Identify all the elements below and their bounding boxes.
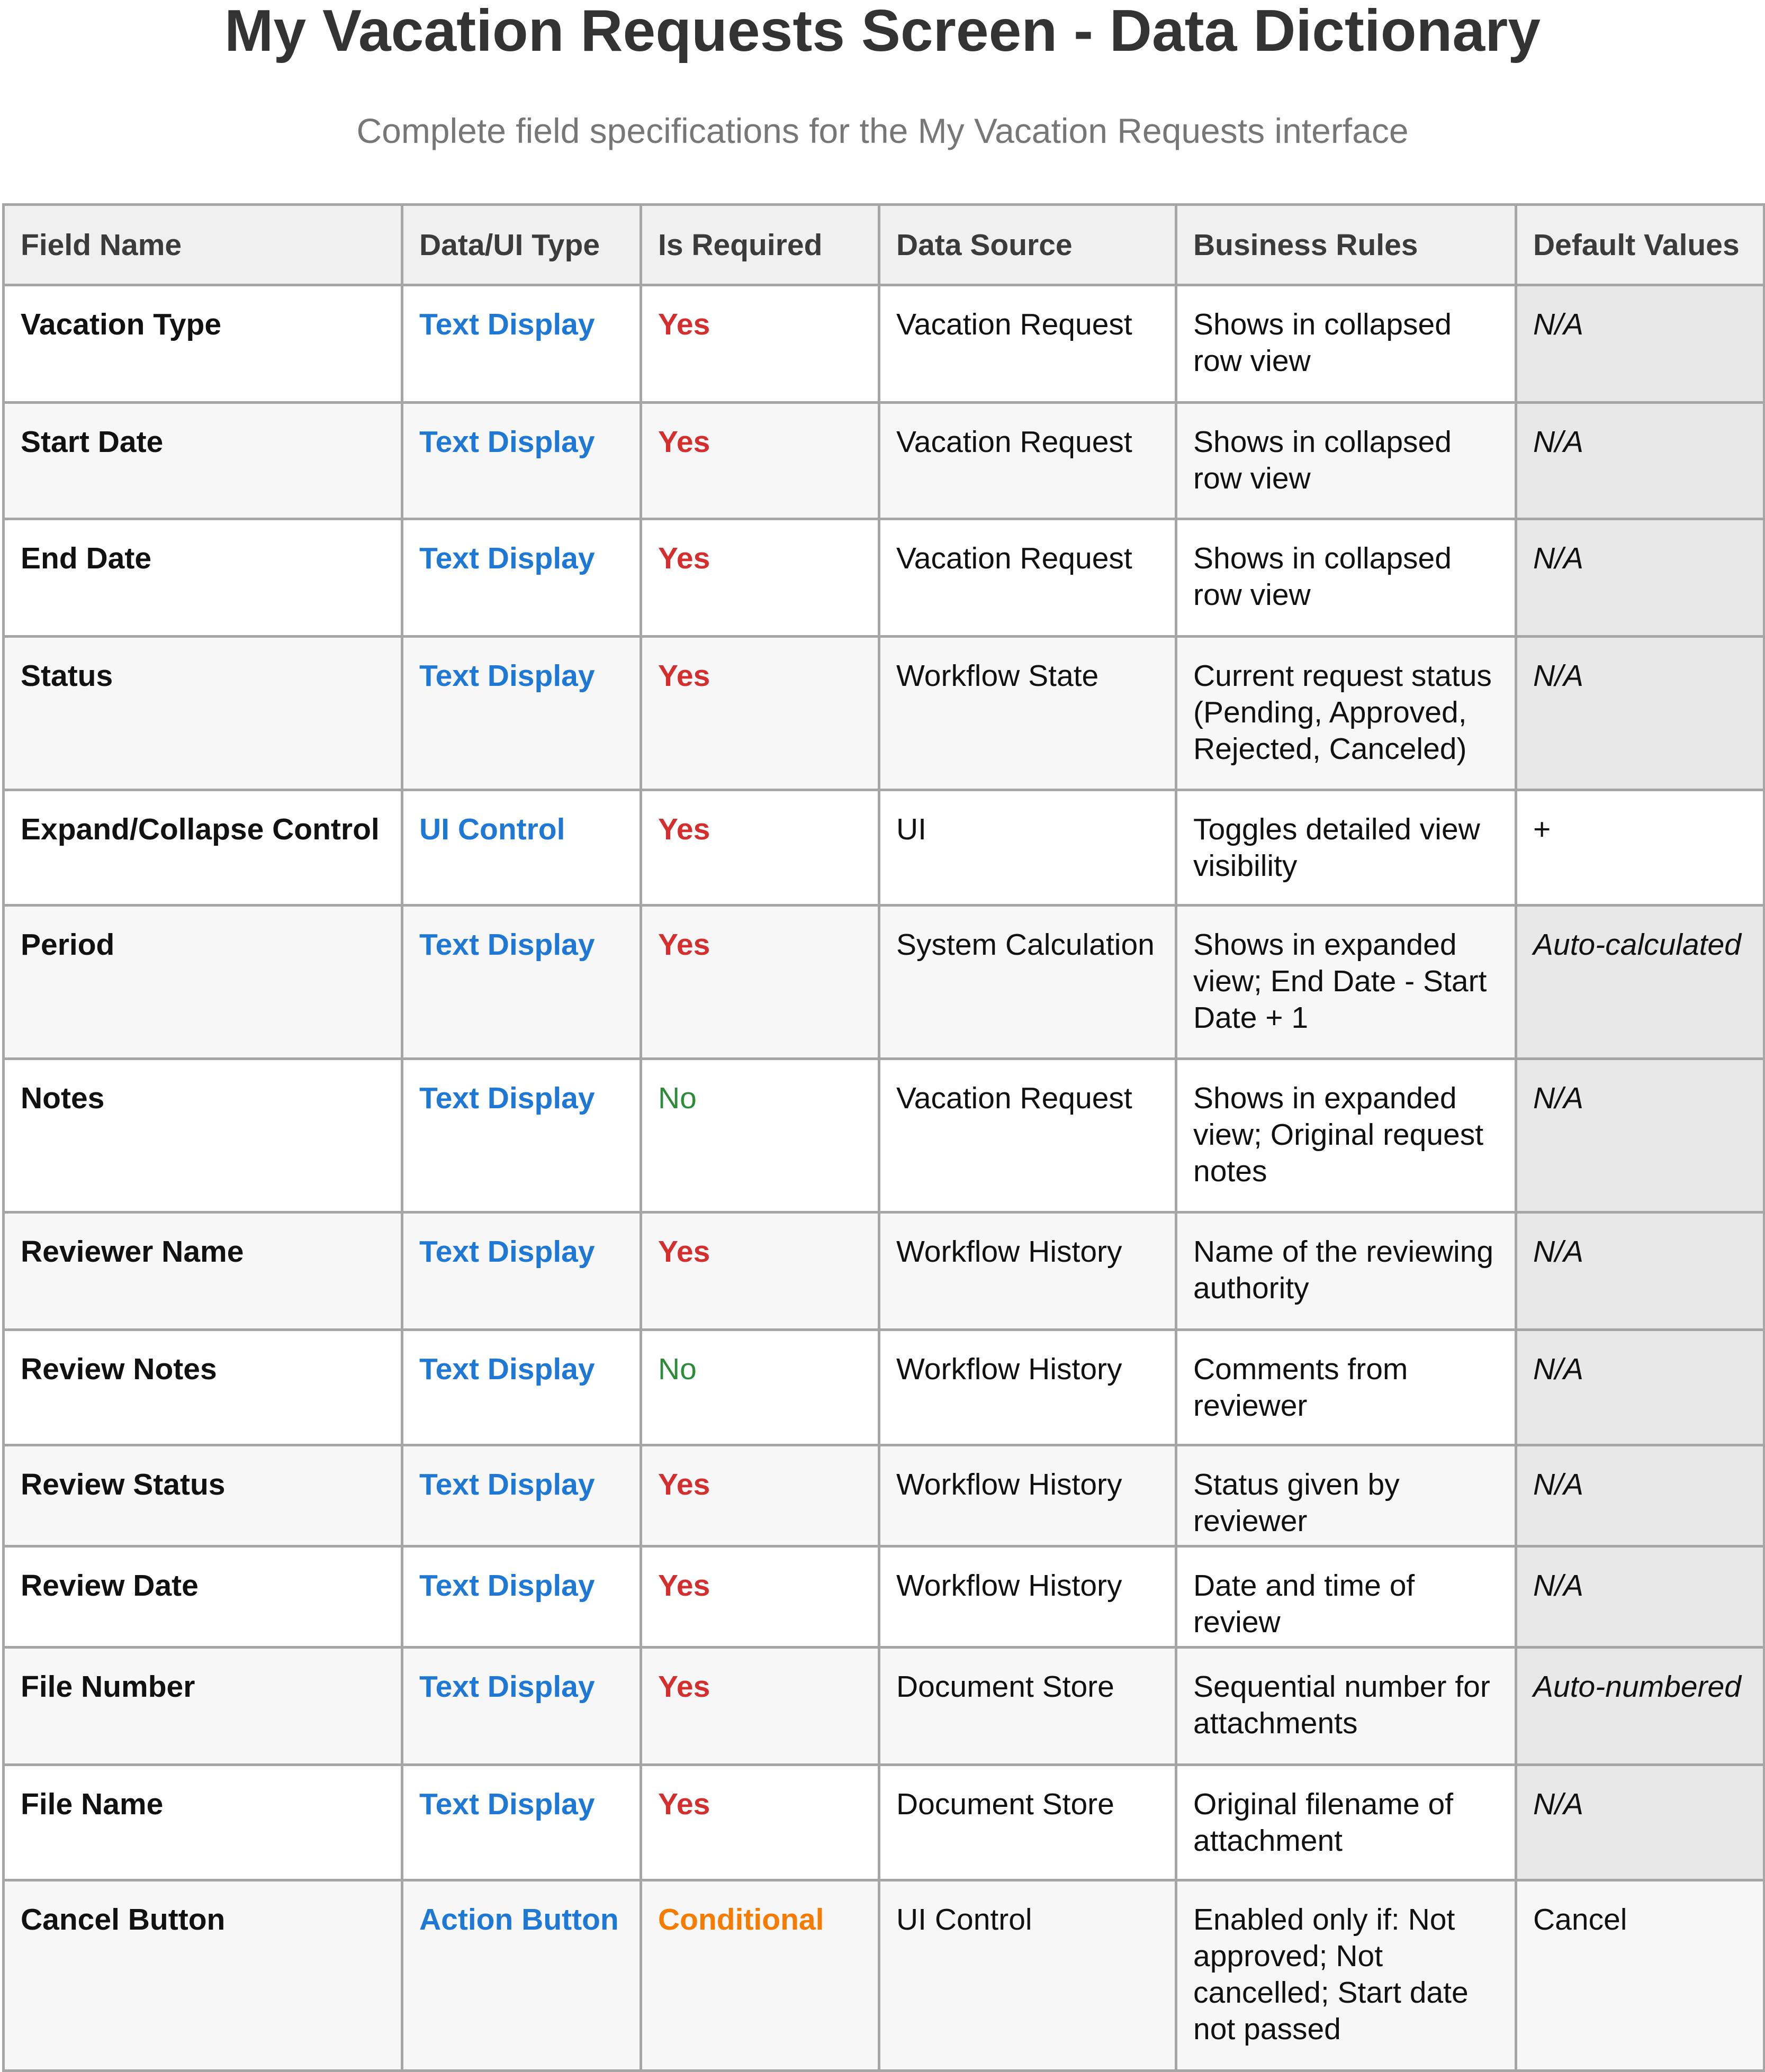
header-data-source: Data Source (879, 205, 1176, 285)
cell-rules: Status given by reviewer (1176, 1445, 1516, 1546)
cell-default: N/A (1516, 1765, 1764, 1880)
cell-default: N/A (1516, 1546, 1764, 1648)
cell-field-name: Vacation Type (4, 285, 402, 403)
cell-type: Text Display (402, 403, 641, 519)
cell-type: Text Display (402, 1546, 641, 1648)
cell-required: Yes (641, 285, 879, 403)
cell-type: Text Display (402, 1445, 641, 1546)
cell-required: Yes (641, 1445, 879, 1546)
cell-rules: Enabled only if: Not approved; Not cancelled; Start date not passed (1176, 1880, 1516, 2071)
cell-source: Vacation Request (879, 285, 1176, 403)
cell-type: Text Display (402, 1330, 641, 1445)
header-is-required: Is Required (641, 205, 879, 285)
cell-required: No (641, 1059, 879, 1213)
cell-default: N/A (1516, 403, 1764, 519)
cell-rules: Date and time of review (1176, 1546, 1516, 1648)
cell-source: UI Control (879, 1880, 1176, 2071)
cell-type: UI Control (402, 790, 641, 906)
cell-default: Auto-calculated (1516, 906, 1764, 1059)
table-row (4, 906, 1764, 1059)
table-row (4, 1213, 1764, 1330)
cell-type: Text Display (402, 1765, 641, 1880)
cell-default: N/A (1516, 1213, 1764, 1330)
cell-rules: Shows in collapsed row view (1176, 519, 1516, 637)
cell-required: Yes (641, 519, 879, 637)
cell-default: N/A (1516, 1330, 1764, 1445)
table-row (4, 519, 1764, 637)
cell-required: Yes (641, 637, 879, 790)
cell-source: System Calculation (879, 906, 1176, 1059)
cell-required: Yes (641, 1213, 879, 1330)
cell-required: Conditional (641, 1880, 879, 2071)
cell-default: N/A (1516, 519, 1764, 637)
header-data-ui-type: Data/UI Type (402, 205, 641, 285)
cell-rules: Toggles detailed view visibility (1176, 790, 1516, 906)
cell-source: Vacation Request (879, 403, 1176, 519)
cell-field-name: Start Date (4, 403, 402, 519)
cell-rules: Shows in collapsed row view (1176, 403, 1516, 519)
cell-field-name: Review Status (4, 1445, 402, 1546)
cell-source: Workflow History (879, 1213, 1176, 1330)
cell-required: Yes (641, 906, 879, 1059)
cell-rules: Sequential number for attachments (1176, 1648, 1516, 1765)
cell-rules: Comments from reviewer (1176, 1330, 1516, 1445)
table-header-row (4, 205, 1764, 285)
cell-default: N/A (1516, 1059, 1764, 1213)
cell-source: Workflow History (879, 1330, 1176, 1445)
table-row (4, 285, 1764, 403)
cell-source: UI (879, 790, 1176, 906)
cell-default: Cancel (1516, 1880, 1764, 2071)
cell-default: N/A (1516, 637, 1764, 790)
cell-field-name: Expand/Collapse Control (4, 790, 402, 906)
cell-type: Text Display (402, 1213, 641, 1330)
cell-field-name: Review Date (4, 1546, 402, 1648)
cell-source: Workflow State (879, 637, 1176, 790)
header-field-name: Field Name (4, 205, 402, 285)
data-dictionary-table (2, 203, 1765, 2072)
cell-default: N/A (1516, 285, 1764, 403)
cell-source: Document Store (879, 1765, 1176, 1880)
header-business-rules: Business Rules (1176, 205, 1516, 285)
cell-rules: Shows in collapsed row view (1176, 285, 1516, 403)
cell-source: Vacation Request (879, 1059, 1176, 1213)
cell-field-name: Status (4, 637, 402, 790)
cell-required: Yes (641, 403, 879, 519)
cell-required: Yes (641, 1648, 879, 1765)
cell-field-name: Cancel Button (4, 1880, 402, 2071)
cell-type: Text Display (402, 1648, 641, 1765)
header-default-values: Default Values (1516, 205, 1764, 285)
cell-default: Auto-numbered (1516, 1648, 1764, 1765)
cell-rules: Shows in expanded view; End Date - Start Date + 1 (1176, 906, 1516, 1059)
cell-required: Yes (641, 790, 879, 906)
cell-default: N/A (1516, 1445, 1764, 1546)
cell-field-name: Notes (4, 1059, 402, 1213)
page-subtitle: Complete field specifications for the My Vacation Requests interface (356, 111, 1409, 150)
cell-field-name: File Name (4, 1765, 402, 1880)
table-row (4, 1546, 1764, 1648)
cell-field-name: Review Notes (4, 1330, 402, 1445)
cell-rules: Shows in expanded view; Original request notes (1176, 1059, 1516, 1213)
cell-type: Text Display (402, 519, 641, 637)
cell-type: Text Display (402, 1059, 641, 1213)
cell-default: + (1516, 790, 1764, 906)
cell-source: Workflow History (879, 1546, 1176, 1648)
cell-type: Text Display (402, 637, 641, 790)
cell-source: Vacation Request (879, 519, 1176, 637)
cell-rules: Original filename of attachment (1176, 1765, 1516, 1880)
table-row (4, 790, 1764, 906)
table-row (4, 637, 1764, 790)
cell-type: Text Display (402, 285, 641, 403)
table-row (4, 1765, 1764, 1880)
cell-rules: Current request status (Pending, Approved, Rejected, Canceled) (1176, 637, 1516, 790)
cell-required: Yes (641, 1765, 879, 1880)
page-title: My Vacation Requests Screen - Data Dictionary (224, 0, 1541, 64)
cell-required: No (641, 1330, 879, 1445)
table-row (4, 403, 1764, 519)
cell-source: Document Store (879, 1648, 1176, 1765)
cell-type: Text Display (402, 906, 641, 1059)
table-row (4, 1059, 1764, 1213)
cell-source: Workflow History (879, 1445, 1176, 1546)
cell-type: Action Button (402, 1880, 641, 2071)
table-row (4, 1445, 1764, 1546)
cell-rules: Name of the reviewing authority (1176, 1213, 1516, 1330)
table-row (4, 1330, 1764, 1445)
table-row (4, 1880, 1764, 2071)
table-row (4, 1648, 1764, 1765)
cell-field-name: Reviewer Name (4, 1213, 402, 1330)
cell-field-name: End Date (4, 519, 402, 637)
cell-required: Yes (641, 1546, 879, 1648)
cell-field-name: File Number (4, 1648, 402, 1765)
cell-field-name: Period (4, 906, 402, 1059)
